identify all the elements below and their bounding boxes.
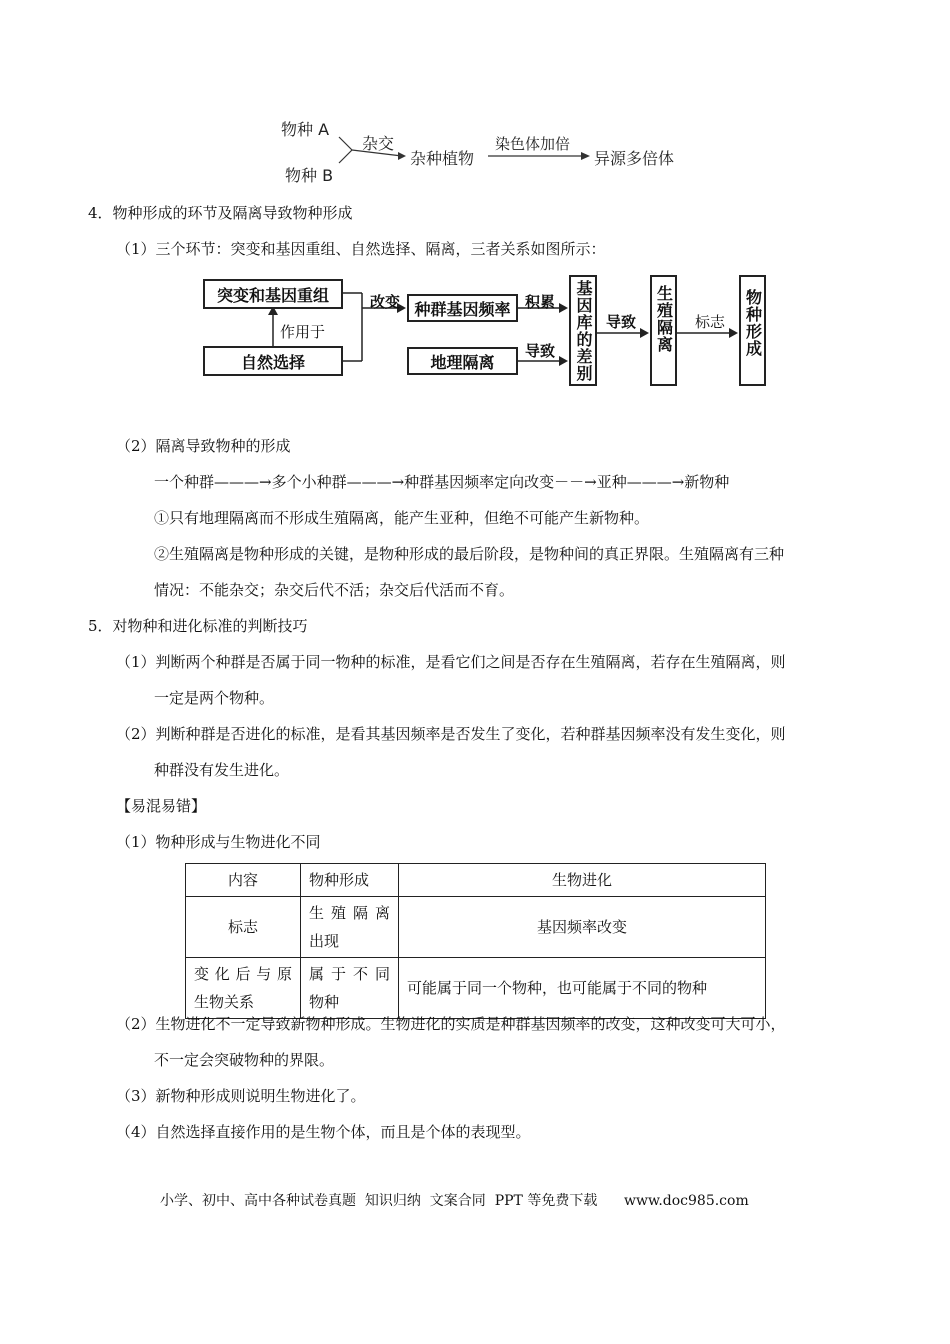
cell-different-species-l2: 物种 — [309, 993, 340, 1011]
note-2-line2: 情况：不能杂交；杂交后代不活；杂交后代活而不育。 — [154, 581, 515, 599]
section5-p1-line1: （1）判断两个种群是否属于同一物种的标准，是看它们之间是否存在生殖隔离，若存在生殖隔离，则 — [116, 653, 786, 671]
species-b-label: 物种 B — [285, 166, 334, 185]
confusion-item1: （1）物种形成与生物进化不同 — [116, 833, 321, 851]
cell-maybe-same: 可能属于同一个物种，也可能属于不同的物种 — [399, 958, 766, 1019]
speciation-box: 物种形成 — [739, 275, 766, 386]
page-footer: 小学、初中、高中各种试卷真题 知识归纳 文案合同 PPT 等免费下载 www.doc985.com — [160, 1193, 749, 1209]
section5-p2-line1: （2）判断种群是否进化的标准，是看其基因频率是否发生了变化，若种群基因频率没有发生变化，则 — [116, 725, 786, 743]
table-row — [186, 897, 766, 958]
section5-p1-line2: 一定是两个物种。 — [154, 689, 275, 707]
cell-gene-freq-change: 基因频率改变 — [399, 897, 766, 958]
cell-repro-isolation-l2: 出现 — [309, 932, 340, 950]
cell-repro-isolation — [301, 897, 399, 958]
hybrid-plant-label: 杂种植物 — [410, 149, 475, 168]
isolation-chain: 一个种群———→多个小种群———→种群基因频率定向改变－－→亚种———→新物种 — [154, 473, 730, 491]
cell-different-species — [301, 958, 399, 1019]
confusion-item2-line2: 不一定会突破物种的界限。 — [154, 1051, 335, 1069]
section5-p2-line2: 种群没有发生进化。 — [154, 761, 290, 779]
gene-frequency-box: 种群基因频率 — [407, 294, 518, 322]
confusion-heading: 【易混易错】 — [116, 797, 207, 815]
cell-relation-l2: 生物关系 — [194, 993, 255, 1011]
allopolyploid-label: 异源多倍体 — [594, 149, 675, 168]
lead-label-1: 导致 — [525, 342, 556, 360]
section4-item2: （2）隔离导致物种的形成 — [116, 437, 291, 455]
natural-selection-box: 自然选择 — [203, 346, 343, 376]
header-speciation: 物种形成 — [301, 864, 399, 897]
mark-label: 标志 — [695, 313, 726, 331]
table-header-row — [186, 864, 766, 897]
table-row — [186, 958, 766, 1019]
confusion-item4: （4）自然选择直接作用的是生物个体，而且是个体的表现型。 — [116, 1123, 531, 1141]
doubling-label: 染色体加倍 — [495, 135, 571, 153]
change-label: 改变 — [370, 293, 401, 311]
cross-label: 杂交 — [362, 134, 395, 153]
cell-repro-isolation-l1: 生 殖 隔 离 — [309, 904, 390, 922]
mutation-recombination-box: 突变和基因重组 — [203, 279, 343, 309]
lead-label-2: 导致 — [606, 313, 637, 331]
accumulate-label: 积累 — [525, 293, 556, 311]
gene-pool-difference-box: 基因库的差别 — [569, 275, 597, 386]
note-1: ①只有地理隔离而不形成生殖隔离，能产生亚种，但绝不可能产生新物种。 — [154, 509, 650, 527]
header-content: 内容 — [186, 864, 301, 897]
section5-heading: 5．对物种和进化标准的判断技巧 — [88, 617, 308, 635]
section4-heading: 4．物种形成的环节及隔离导致物种形成 — [88, 204, 353, 222]
geographic-isolation-box: 地理隔离 — [407, 347, 518, 375]
confusion-item2-line1: （2）生物进化不一定导致新物种形成。生物进化的实质是种群基因频率的改变，这种改变可大可小， — [116, 1015, 786, 1033]
comparison-table — [185, 863, 766, 1019]
species-a-label: 物种 A — [281, 120, 330, 139]
confusion-item3: （3）新物种形成则说明生物进化了。 — [116, 1087, 366, 1105]
cell-different-species-l1: 属 于 不 同 — [309, 965, 390, 983]
section4-item1: （1）三个环节：突变和基因重组、自然选择、隔离，三者关系如图所示： — [116, 240, 606, 258]
acts-on-label: 作用于 — [280, 323, 326, 341]
header-evolution: 生物进化 — [399, 864, 766, 897]
cell-relation-l1: 变 化 后 与 原 — [194, 965, 292, 983]
cell-mark: 标志 — [186, 897, 301, 958]
reproductive-isolation-box: 生殖隔离 — [650, 275, 677, 386]
cell-relation — [186, 958, 301, 1019]
flow-arrows — [0, 0, 950, 400]
note-2-line1: ②生殖隔离是物种形成的关键，是物种形成的最后阶段，是物种间的真正界限。生殖隔离有三种 — [154, 545, 785, 563]
